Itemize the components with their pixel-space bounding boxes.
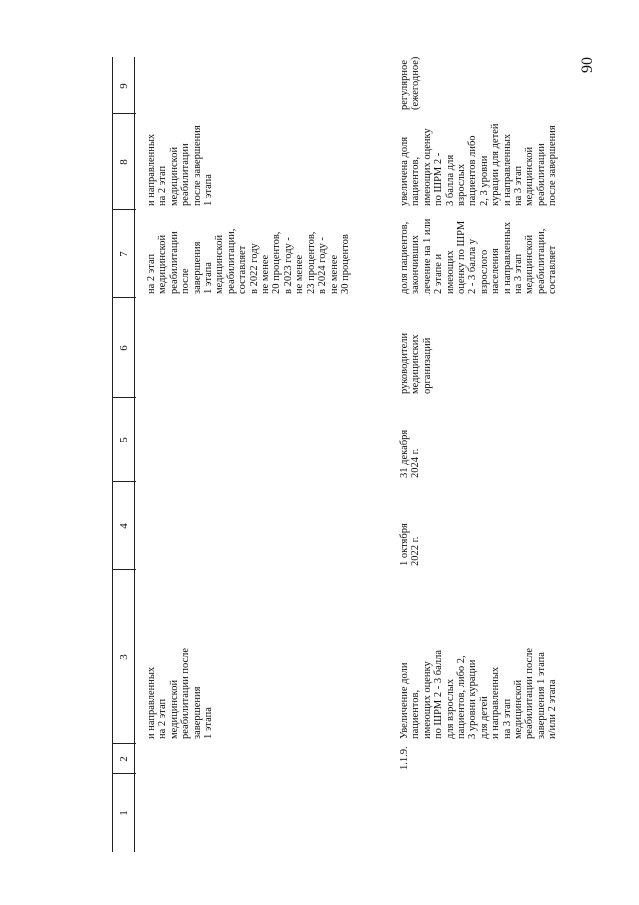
start-date: 1 октября 2022 г. xyxy=(399,523,422,566)
measure-name: Увеличение доли пациентов, имеющих оценку по ШРМ 2 - 3 балла для взрослых пациентов, либо 2, 3 уровни курации для детей и направленных на 3 этап медицинской реабилитации после завершения 1 этапа и/или 2 этапа xyxy=(399,647,559,739)
table xyxy=(112,57,624,852)
continuation-col3: и направленных на 2 этап медицинской реабилитации после завершения 1 этапа xyxy=(146,647,215,739)
result: увеличена доля пациентов, имеющих оценку по ШРМ 2 - 3 балла для взрослых пациентов либо 2, 3 уровни курации для детей и направленных на 3 этап медицинской реабилитации после завершения xyxy=(399,123,559,206)
continuation-col7: на 2 этап медицинской реабилитации после завершения 1 этапа медицинской реабилитации, составляет в 2022 году не менее 20 процентов, в 2023 году - не менее 23 процентов, в 2024 году - не менее 30 процентов xyxy=(146,228,351,294)
col-header-3: 3 xyxy=(118,654,130,660)
col-header-7: 7 xyxy=(118,251,130,257)
responsible: руководители медицинских организаций xyxy=(399,332,433,394)
col-header-8: 8 xyxy=(118,159,130,165)
row-number: 1.1.9. xyxy=(399,746,410,770)
col-header-6: 6 xyxy=(118,345,130,351)
page-number: 90 xyxy=(579,57,596,73)
end-date: 31 декабря 2024 г. xyxy=(399,429,422,478)
indicator: доля пациентов, закончивших лечение на 1 или 2 этапе и имеющих оценку по ШРМ 2 - 3 балла у взрослого населения и направленных на 3 этап медицинской реабилитации, составляет xyxy=(399,218,559,294)
col-header-5: 5 xyxy=(118,437,130,443)
periodicity: регулярное (ежегодное) xyxy=(399,56,422,110)
col-header-2: 2 xyxy=(118,756,130,762)
col-header-9: 9 xyxy=(118,83,130,89)
table-header xyxy=(112,57,135,852)
col-header-4: 4 xyxy=(118,523,130,529)
continuation-col8: и направленных на 2 этап медицинской реабилитации после завершения 1 этапа xyxy=(146,125,215,206)
col-header-1: 1 xyxy=(118,810,130,816)
